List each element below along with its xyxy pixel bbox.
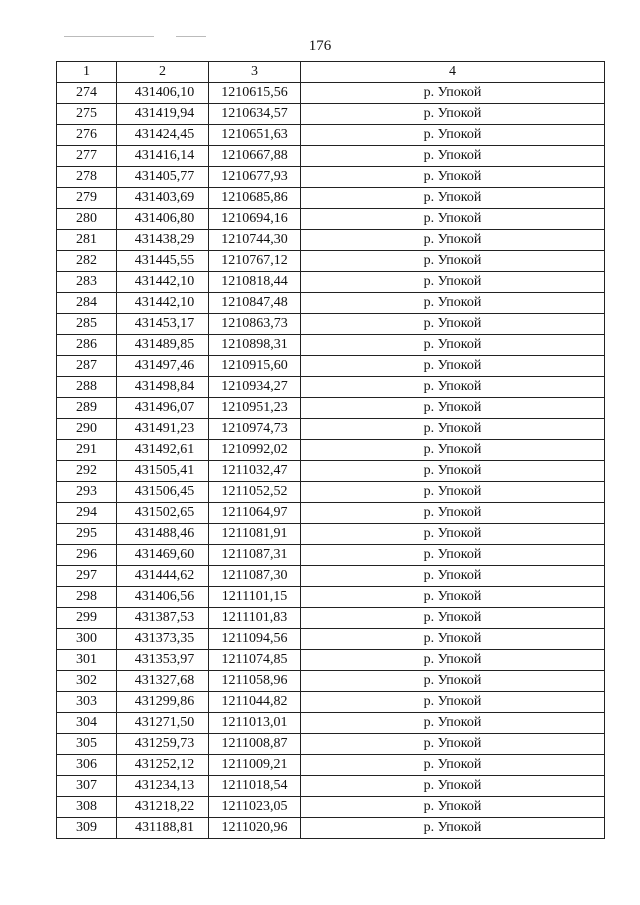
table-row <box>57 251 605 272</box>
table-row <box>57 209 605 230</box>
description-cell: р. Упокой <box>301 503 605 524</box>
x-coordinate-cell: 431299,86 <box>117 692 209 713</box>
point-number-cell: 279 <box>57 188 117 209</box>
description-cell: р. Упокой <box>301 356 605 377</box>
point-number-cell: 294 <box>57 503 117 524</box>
description-cell: р. Упокой <box>301 734 605 755</box>
description-cell: р. Упокой <box>301 419 605 440</box>
point-number-cell: 291 <box>57 440 117 461</box>
table-row <box>57 734 605 755</box>
point-number-cell: 286 <box>57 335 117 356</box>
description-cell: р. Упокой <box>301 314 605 335</box>
description-cell: р. Упокой <box>301 335 605 356</box>
point-number-cell: 298 <box>57 587 117 608</box>
x-coordinate-cell: 431373,35 <box>117 629 209 650</box>
point-number-cell: 290 <box>57 419 117 440</box>
description-cell: р. Упокой <box>301 671 605 692</box>
y-coordinate-cell: 1211087,31 <box>209 545 301 566</box>
x-coordinate-cell: 431218,22 <box>117 797 209 818</box>
coordinates-table <box>56 61 605 839</box>
point-number-cell: 308 <box>57 797 117 818</box>
table-row <box>57 650 605 671</box>
point-number-cell: 303 <box>57 692 117 713</box>
table-row <box>57 419 605 440</box>
x-coordinate-cell: 431442,10 <box>117 272 209 293</box>
point-number-cell: 285 <box>57 314 117 335</box>
x-coordinate-cell: 431492,61 <box>117 440 209 461</box>
x-coordinate-cell: 431502,65 <box>117 503 209 524</box>
y-coordinate-cell: 1211008,87 <box>209 734 301 755</box>
description-cell: р. Упокой <box>301 566 605 587</box>
y-coordinate-cell: 1211074,85 <box>209 650 301 671</box>
x-coordinate-cell: 431491,23 <box>117 419 209 440</box>
point-number-cell: 289 <box>57 398 117 419</box>
point-number-cell: 282 <box>57 251 117 272</box>
y-coordinate-cell: 1210934,27 <box>209 377 301 398</box>
table-row <box>57 272 605 293</box>
description-cell: р. Упокой <box>301 377 605 398</box>
table-row <box>57 167 605 188</box>
table-row <box>57 188 605 209</box>
description-cell: р. Упокой <box>301 251 605 272</box>
point-number-cell: 309 <box>57 818 117 839</box>
description-cell: р. Упокой <box>301 104 605 125</box>
point-number-cell: 287 <box>57 356 117 377</box>
y-coordinate-cell: 1211013,01 <box>209 713 301 734</box>
y-coordinate-cell: 1210974,73 <box>209 419 301 440</box>
y-coordinate-cell: 1210677,93 <box>209 167 301 188</box>
y-coordinate-cell: 1211032,47 <box>209 461 301 482</box>
table-row <box>57 398 605 419</box>
description-cell: р. Упокой <box>301 461 605 482</box>
point-number-cell: 300 <box>57 629 117 650</box>
table-row <box>57 629 605 650</box>
point-number-cell: 274 <box>57 83 117 104</box>
x-coordinate-cell: 431424,45 <box>117 125 209 146</box>
table-row <box>57 755 605 776</box>
description-cell: р. Упокой <box>301 608 605 629</box>
description-cell: р. Упокой <box>301 818 605 839</box>
description-cell: р. Упокой <box>301 482 605 503</box>
y-coordinate-cell: 1211058,96 <box>209 671 301 692</box>
point-number-cell: 283 <box>57 272 117 293</box>
y-coordinate-cell: 1211052,52 <box>209 482 301 503</box>
point-number-cell: 306 <box>57 755 117 776</box>
description-cell: р. Упокой <box>301 440 605 461</box>
description-cell: р. Упокой <box>301 776 605 797</box>
point-number-cell: 288 <box>57 377 117 398</box>
table-row <box>57 314 605 335</box>
x-coordinate-cell: 431259,73 <box>117 734 209 755</box>
point-number-cell: 296 <box>57 545 117 566</box>
point-number-cell: 293 <box>57 482 117 503</box>
y-coordinate-cell: 1210767,12 <box>209 251 301 272</box>
point-number-cell: 297 <box>57 566 117 587</box>
y-coordinate-cell: 1210951,23 <box>209 398 301 419</box>
description-cell: р. Упокой <box>301 713 605 734</box>
table-row <box>57 356 605 377</box>
x-coordinate-cell: 431438,29 <box>117 230 209 251</box>
description-cell: р. Упокой <box>301 629 605 650</box>
y-coordinate-cell: 1210992,02 <box>209 440 301 461</box>
description-cell: р. Упокой <box>301 650 605 671</box>
point-number-cell: 278 <box>57 167 117 188</box>
x-coordinate-cell: 431444,62 <box>117 566 209 587</box>
table-row <box>57 461 605 482</box>
description-cell: р. Упокой <box>301 545 605 566</box>
table-row <box>57 776 605 797</box>
table-row <box>57 146 605 167</box>
x-coordinate-cell: 431469,60 <box>117 545 209 566</box>
description-cell: р. Упокой <box>301 188 605 209</box>
description-cell: р. Упокой <box>301 692 605 713</box>
x-coordinate-cell: 431406,10 <box>117 83 209 104</box>
point-number-cell: 305 <box>57 734 117 755</box>
description-cell: р. Упокой <box>301 230 605 251</box>
table-row <box>57 608 605 629</box>
x-coordinate-cell: 431353,97 <box>117 650 209 671</box>
table-row <box>57 797 605 818</box>
description-cell: р. Упокой <box>301 83 605 104</box>
y-coordinate-cell: 1211020,96 <box>209 818 301 839</box>
x-coordinate-cell: 431489,85 <box>117 335 209 356</box>
table-row <box>57 587 605 608</box>
description-cell: р. Упокой <box>301 755 605 776</box>
y-coordinate-cell: 1211009,21 <box>209 755 301 776</box>
x-coordinate-cell: 431188,81 <box>117 818 209 839</box>
x-coordinate-cell: 431406,80 <box>117 209 209 230</box>
column-header-point-number: 1 <box>57 62 117 83</box>
x-coordinate-cell: 431505,41 <box>117 461 209 482</box>
y-coordinate-cell: 1210615,56 <box>209 83 301 104</box>
table-header-row <box>57 62 605 83</box>
point-number-cell: 276 <box>57 125 117 146</box>
x-coordinate-cell: 431252,12 <box>117 755 209 776</box>
x-coordinate-cell: 431406,56 <box>117 587 209 608</box>
y-coordinate-cell: 1211044,82 <box>209 692 301 713</box>
y-coordinate-cell: 1211023,05 <box>209 797 301 818</box>
point-number-cell: 277 <box>57 146 117 167</box>
description-cell: р. Упокой <box>301 587 605 608</box>
y-coordinate-cell: 1210744,30 <box>209 230 301 251</box>
y-coordinate-cell: 1210915,60 <box>209 356 301 377</box>
point-number-cell: 284 <box>57 293 117 314</box>
table-row <box>57 230 605 251</box>
table-row <box>57 566 605 587</box>
table-row <box>57 377 605 398</box>
x-coordinate-cell: 431419,94 <box>117 104 209 125</box>
table-row <box>57 440 605 461</box>
column-header-description: 4 <box>301 62 605 83</box>
point-number-cell: 307 <box>57 776 117 797</box>
point-number-cell: 299 <box>57 608 117 629</box>
y-coordinate-cell: 1211087,30 <box>209 566 301 587</box>
description-cell: р. Упокой <box>301 272 605 293</box>
y-coordinate-cell: 1210863,73 <box>209 314 301 335</box>
point-number-cell: 292 <box>57 461 117 482</box>
y-coordinate-cell: 1210667,88 <box>209 146 301 167</box>
y-coordinate-cell: 1211101,83 <box>209 608 301 629</box>
table-row <box>57 482 605 503</box>
y-coordinate-cell: 1211094,56 <box>209 629 301 650</box>
point-number-cell: 295 <box>57 524 117 545</box>
table-row <box>57 125 605 146</box>
y-coordinate-cell: 1211018,54 <box>209 776 301 797</box>
table-row <box>57 671 605 692</box>
point-number-cell: 304 <box>57 713 117 734</box>
table-body <box>57 83 605 839</box>
y-coordinate-cell: 1210898,31 <box>209 335 301 356</box>
y-coordinate-cell: 1211064,97 <box>209 503 301 524</box>
y-coordinate-cell: 1211101,15 <box>209 587 301 608</box>
y-coordinate-cell: 1211081,91 <box>209 524 301 545</box>
y-coordinate-cell: 1210651,63 <box>209 125 301 146</box>
table-row <box>57 293 605 314</box>
y-coordinate-cell: 1210685,86 <box>209 188 301 209</box>
y-coordinate-cell: 1210818,44 <box>209 272 301 293</box>
description-cell: р. Упокой <box>301 167 605 188</box>
x-coordinate-cell: 431497,46 <box>117 356 209 377</box>
description-cell: р. Упокой <box>301 146 605 167</box>
x-coordinate-cell: 431416,14 <box>117 146 209 167</box>
description-cell: р. Упокой <box>301 209 605 230</box>
table-row <box>57 818 605 839</box>
table-row <box>57 524 605 545</box>
x-coordinate-cell: 431387,53 <box>117 608 209 629</box>
table-row <box>57 692 605 713</box>
y-coordinate-cell: 1210694,16 <box>209 209 301 230</box>
x-coordinate-cell: 431271,50 <box>117 713 209 734</box>
column-header-y: 3 <box>209 62 301 83</box>
point-number-cell: 301 <box>57 650 117 671</box>
y-coordinate-cell: 1210634,57 <box>209 104 301 125</box>
point-number-cell: 281 <box>57 230 117 251</box>
description-cell: р. Упокой <box>301 293 605 314</box>
table-row <box>57 545 605 566</box>
column-header-x: 2 <box>117 62 209 83</box>
y-coordinate-cell: 1210847,48 <box>209 293 301 314</box>
x-coordinate-cell: 431453,17 <box>117 314 209 335</box>
description-cell: р. Упокой <box>301 797 605 818</box>
x-coordinate-cell: 431488,46 <box>117 524 209 545</box>
description-cell: р. Упокой <box>301 125 605 146</box>
description-cell: р. Упокой <box>301 524 605 545</box>
table-row <box>57 713 605 734</box>
x-coordinate-cell: 431403,69 <box>117 188 209 209</box>
table-row <box>57 83 605 104</box>
x-coordinate-cell: 431496,07 <box>117 398 209 419</box>
x-coordinate-cell: 431445,55 <box>117 251 209 272</box>
point-number-cell: 275 <box>57 104 117 125</box>
x-coordinate-cell: 431234,13 <box>117 776 209 797</box>
table-row <box>57 104 605 125</box>
x-coordinate-cell: 431327,68 <box>117 671 209 692</box>
description-cell: р. Упокой <box>301 398 605 419</box>
table-row <box>57 503 605 524</box>
page-number: 176 <box>308 38 332 54</box>
point-number-cell: 280 <box>57 209 117 230</box>
x-coordinate-cell: 431442,10 <box>117 293 209 314</box>
x-coordinate-cell: 431506,45 <box>117 482 209 503</box>
point-number-cell: 302 <box>57 671 117 692</box>
x-coordinate-cell: 431405,77 <box>117 167 209 188</box>
table-row <box>57 335 605 356</box>
x-coordinate-cell: 431498,84 <box>117 377 209 398</box>
